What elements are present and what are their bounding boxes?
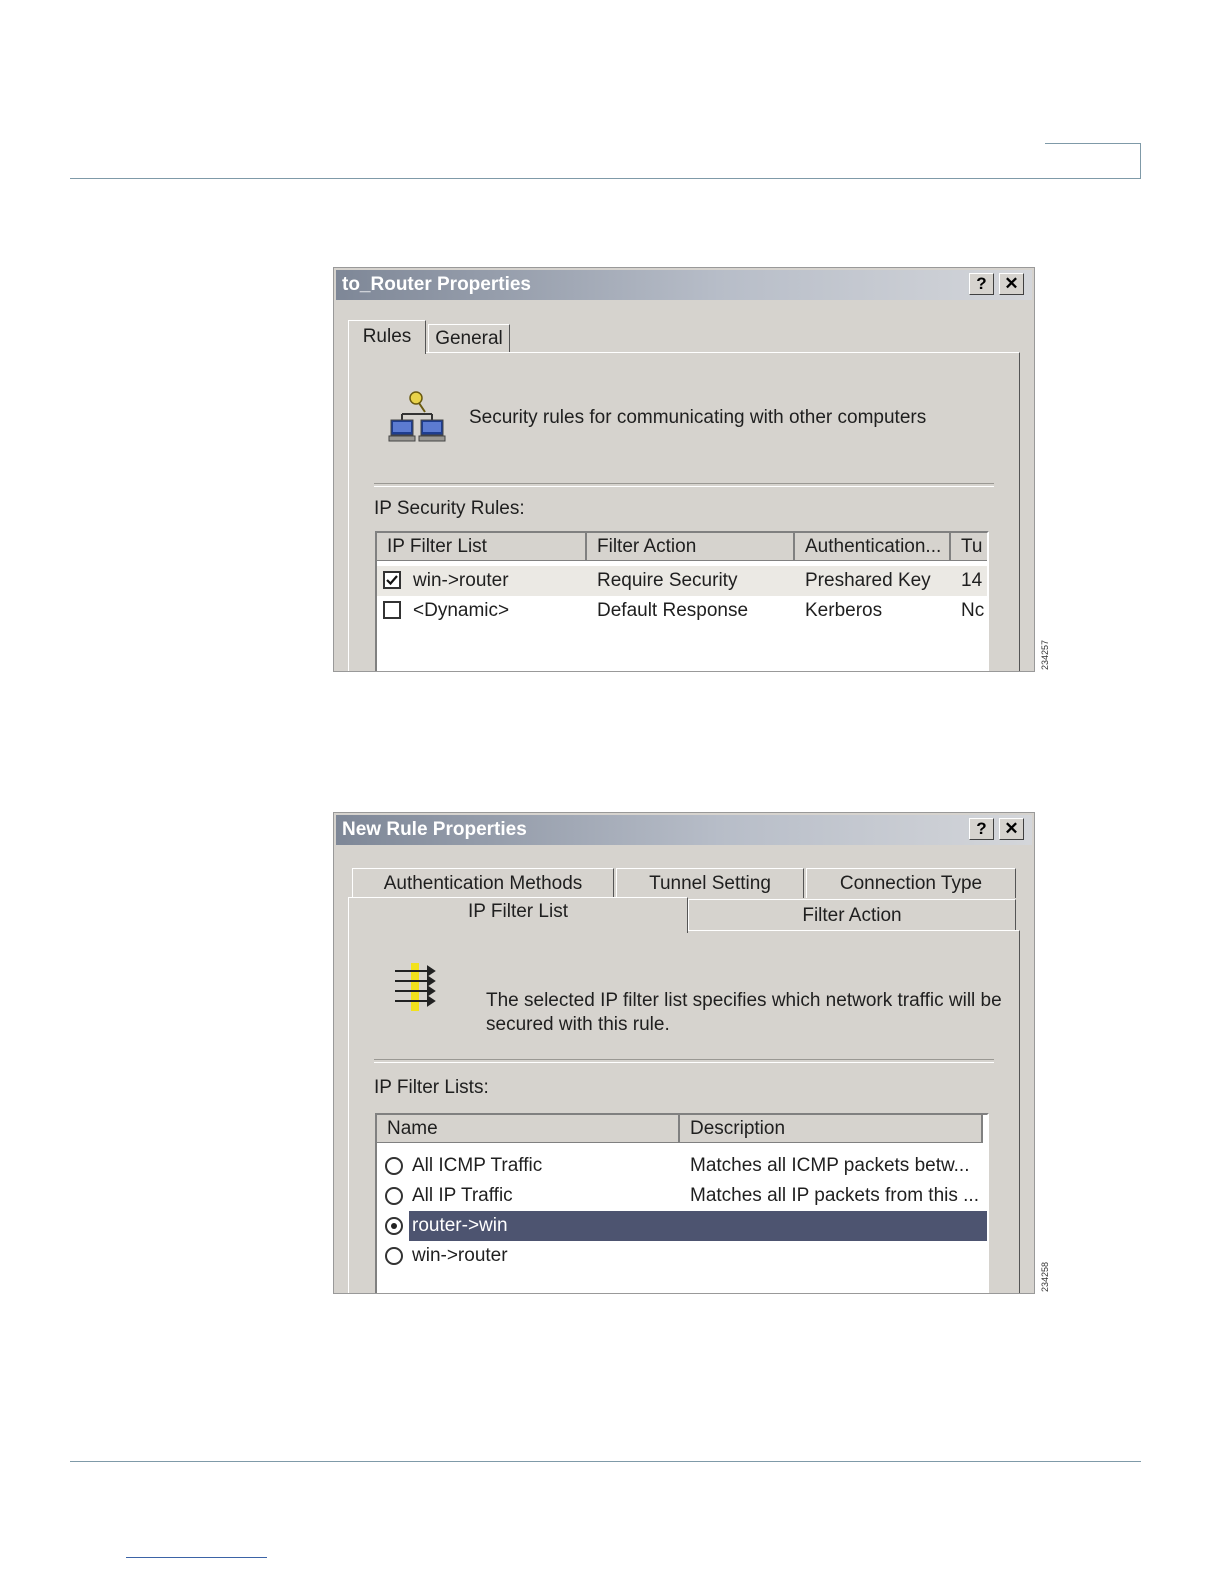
filter-list-radio[interactable] (385, 1157, 403, 1175)
help-button[interactable]: ? (969, 273, 994, 295)
figure-id-2: 234258 (1040, 1261, 1050, 1292)
new-rule-properties-dialog (333, 812, 1035, 1294)
column-header-authentication[interactable]: Authentication... (795, 533, 951, 561)
figure-id-1: 234257 (1040, 639, 1050, 670)
ip-filter-lists-list[interactable] (375, 1113, 989, 1294)
close-button[interactable]: ✕ (999, 273, 1024, 295)
filter-list-description: Matches all ICMP packets betw... (690, 1155, 970, 1176)
ip-filter-lists-label: IP Filter Lists: (374, 1077, 489, 1098)
tab-authentication-methods[interactable]: Authentication Methods (352, 868, 614, 898)
filter-list-description: Matches all IP packets from this ... (690, 1185, 979, 1206)
filter-list-name: All IP Traffic (412, 1185, 513, 1206)
filter-list-name: All ICMP Traffic (412, 1155, 543, 1176)
column-header-description[interactable]: Description (680, 1115, 983, 1143)
rule-filter-action: Default Response (597, 600, 749, 621)
tab-filter-action[interactable]: Filter Action (688, 899, 1016, 930)
tab-ip-filter-list[interactable]: IP Filter List (348, 897, 688, 933)
ip-security-rules-label: IP Security Rules: (374, 498, 525, 519)
rule-row[interactable] (377, 596, 987, 626)
header-page-box (1045, 143, 1141, 178)
filter-list-name: router->win (412, 1215, 508, 1236)
dialog-title-bar (336, 815, 1032, 845)
dialog-title: New Rule Properties (342, 819, 527, 840)
tab-rules[interactable]: Rules (348, 320, 426, 354)
header-rule (70, 178, 1141, 179)
filter-list-radio[interactable] (385, 1247, 403, 1265)
check-mark-icon (385, 573, 399, 587)
tab-connection-type[interactable]: Connection Type (806, 868, 1016, 898)
filter-list-row[interactable] (377, 1241, 987, 1271)
filter-list-row[interactable] (377, 1151, 987, 1181)
to-router-properties-dialog (333, 267, 1035, 672)
rule-checkbox[interactable] (383, 571, 401, 589)
column-header-ip-filter-list[interactable]: IP Filter List (377, 533, 587, 561)
dialog-title: to_Router Properties (342, 274, 531, 295)
rule-tunnel: Nc (961, 600, 985, 621)
footer-rule (70, 1461, 1141, 1462)
filter-list-radio[interactable] (385, 1187, 403, 1205)
rule-checkbox[interactable] (383, 601, 401, 619)
column-header-filter-action[interactable]: Filter Action (587, 533, 795, 561)
rules-description: Security rules for communicating with other computers (469, 407, 927, 428)
filter-list-row[interactable] (377, 1181, 987, 1211)
filter-list-icon (392, 961, 436, 1013)
rule-row[interactable] (377, 566, 987, 596)
filter-list-radio[interactable] (385, 1217, 403, 1235)
rules-separator (374, 483, 994, 487)
rule-filter-list: win->router (413, 570, 509, 591)
tab-general[interactable]: General (428, 324, 510, 352)
help-button[interactable]: ? (969, 818, 994, 840)
rule-authentication: Kerberos (805, 600, 883, 621)
rule-filter-action: Require Security (597, 570, 738, 591)
filter-list-description-line1: The selected IP filter list specifies which network traffic will be (486, 990, 1002, 1011)
filter-list-separator (374, 1059, 994, 1063)
ip-security-rules-list[interactable] (375, 531, 989, 672)
close-button[interactable]: ✕ (999, 818, 1024, 840)
network-computers-icon (388, 388, 446, 444)
footer-link-underline (126, 1557, 267, 1558)
dialog-title-bar (336, 270, 1032, 300)
filter-list-row-selected[interactable] (377, 1211, 987, 1241)
filter-list-description-line2: secured with this rule. (486, 1014, 670, 1035)
rule-authentication: Preshared Key (805, 570, 931, 591)
rule-tunnel: 14 (961, 570, 983, 591)
filter-list-name: win->router (412, 1245, 508, 1266)
rule-filter-list: <Dynamic> (413, 600, 510, 621)
column-header-name[interactable]: Name (377, 1115, 680, 1143)
column-header-tunnel[interactable]: Tu (951, 533, 989, 561)
tab-tunnel-setting[interactable]: Tunnel Setting (616, 868, 804, 898)
